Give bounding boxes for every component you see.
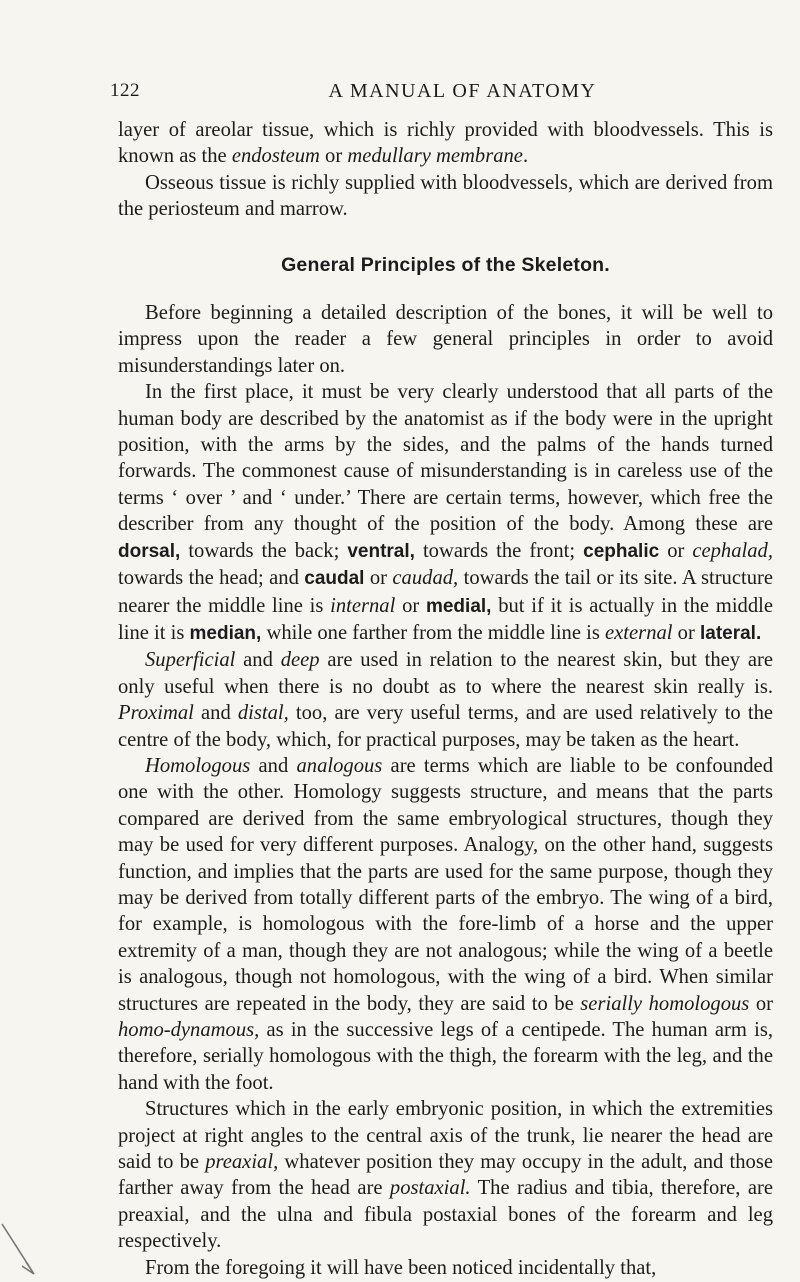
term-median: median,	[189, 622, 262, 644]
running-head: A MANUAL OF ANATOMY	[328, 80, 597, 102]
term-ventral: ventral,	[347, 540, 415, 562]
term-superficial: Superficial	[145, 649, 236, 672]
term-dorsal: dorsal,	[118, 540, 181, 562]
term-distal: distal,	[237, 702, 289, 725]
paragraph-homology: Homologous and analogous are terms which are liable to be confounded one with the other. Homology suggests structure, and means that the parts compared are derived from the same embryological structures, though they may be used for very different purposes. Analogy, on the other hand, suggests function, and implies that the parts are used for the same purpose, though they may be derived from totally different parts of the embryo. The wing of a bird, for example, is homologous with the fore-limb of a horse and the upper extremity of a man, though they are not analogous; while the wing of a beetle is analogous, though not homologous, with the wing of a bird. When similar structures are repeated in the body, they are said to be serially homologous or homo-dynamous, as in the successive legs of a centipede. The human arm is, therefore, serially homologous with the thigh, the forearm with the leg, and the hand with the foot.	[118, 754, 773, 1094]
paragraph-endosteum: layer of areolar tissue, which is richly provided with bloodvessels. This is known as the endosteum or medullary membrane.	[118, 119, 773, 168]
term-cephalic: cephalic	[583, 540, 660, 562]
term-deep: deep	[280, 649, 320, 672]
term-proximal: Proximal	[118, 702, 194, 725]
term-serially-homologous: serially homologous	[580, 992, 750, 1015]
term-cephalad: cephalad,	[692, 539, 773, 562]
page-body	[118, 117, 773, 1281]
term-medullary-membrane: medullary membrane	[347, 145, 523, 168]
term-analogous: analogous	[296, 754, 383, 777]
paragraph-preaxial-postaxial: Structures which in the early embryonic position, in which the extremities project at right angles to the central axis of the trunk, lie nearer the head are said to be preaxial, whatever position they may occupy in the adult, and those farther away from the head are postaxial. The radius and tibia, therefore, are preaxial, and the ulna and fibula postaxial bones of the forearm and leg respectively.	[118, 1098, 774, 1253]
term-internal: internal	[330, 594, 396, 617]
term-homodynamous: homo-dynamous,	[118, 1019, 260, 1041]
paragraph-osseous-tissue: Osseous tissue is richly supplied with bloodvessels, which are derived from the periosteum and marrow.	[118, 171, 773, 221]
paragraph-introduction: Before beginning a detailed description of the bones, it will be well to impress upon the reader a few general principles in order to avoid misunderstandings later on.	[118, 302, 773, 377]
term-preaxial: preaxial,	[205, 1151, 279, 1174]
term-homologous: Homologous	[145, 754, 251, 777]
term-caudal: caudal	[304, 568, 365, 590]
page-number: 122	[110, 80, 140, 101]
page-header	[110, 80, 775, 108]
term-lateral: lateral.	[699, 622, 762, 644]
paragraph-conclusion: From the foregoing it will have been noticed incidentally that,	[145, 1256, 657, 1279]
paragraph-anatomical-position: In the first place, it must be very clearly understood that all parts of the human body are described by the anatomist as if the body were in the upright position, with the arms by the sides, and the palms of the hands turned forwards. The commonest cause of misunderstanding is in careless use of the terms ‘ over ’ and ‘ under.’ There are certain terms, however, which free the describer from any thought of the position of the body. Among these are dorsal, towards the back; ventral, towards the front; cephalic or cephalad, towards the head; and caudal or caudad, towards the tail or its site. A structure nearer the middle line is internal or medial, but if it is actually in the middle line it is median, while one farther from the middle line is external or lateral.	[118, 381, 774, 644]
page-corner-mark	[0, 1222, 40, 1282]
term-external: external	[605, 621, 673, 644]
paragraph-superficial-deep: Superficial and deep are used in relation to the nearest skin, but they are only useful when there is no doubt as to where the nearest skin really is. Proximal and distal, too, are very useful terms, and are used relatively to the centre of the body, which, for practical purposes, may be taken as the heart.	[118, 649, 773, 751]
section-heading: General Principles of the Skeleton.	[281, 253, 610, 276]
term-postaxial: postaxial.	[389, 1177, 471, 1200]
term-endosteum: endosteum	[231, 145, 320, 168]
term-medial: medial,	[425, 595, 492, 617]
term-caudad: caudad,	[392, 567, 459, 590]
